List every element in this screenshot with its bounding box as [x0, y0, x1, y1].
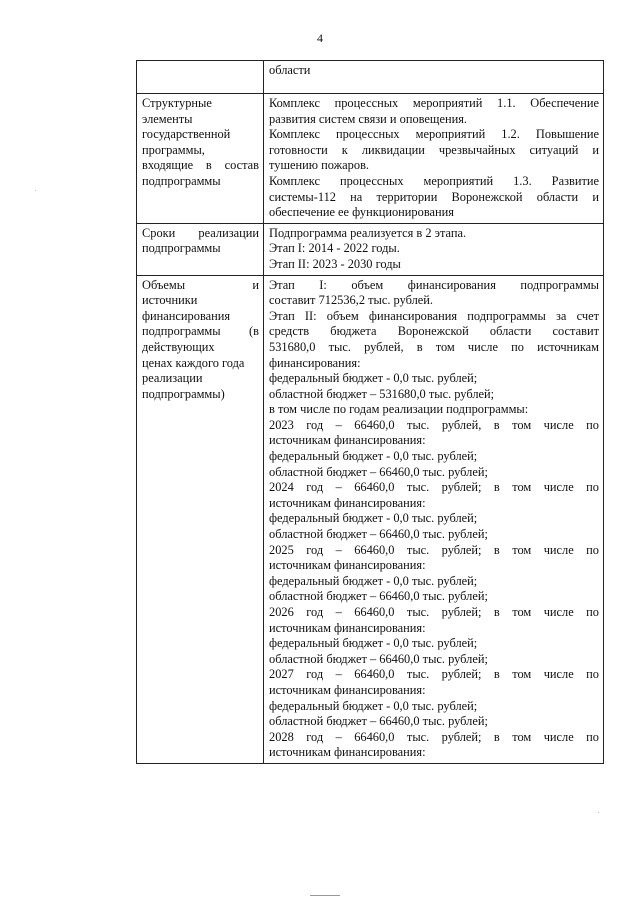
text-line: элементы: [142, 111, 193, 126]
text-line: федеральный бюджет - 0,0 тыс. рублей;: [269, 573, 478, 588]
text-line: Сроки реализации: [142, 225, 259, 240]
text-line: 2028 год – 66460,0 тыс. рублей; в том числе по: [269, 729, 599, 744]
page-number: 4: [317, 31, 323, 45]
text-line: действующих: [142, 339, 215, 354]
text-line: подпрограммы (в: [142, 324, 259, 339]
text-line: источникам финансирования:: [269, 620, 426, 635]
text-line: государственной: [142, 127, 231, 142]
text-line: областной бюджет – 66460,0 тыс. рублей;: [269, 464, 488, 479]
row-value-structural-elements: [264, 94, 604, 224]
text-line: источникам финансирования:: [269, 745, 426, 760]
text-line: Этап I: 2014 - 2022 годы.: [269, 241, 400, 256]
text-line: 2025 год – 66460,0 тыс. рублей; в том числе по: [269, 542, 599, 557]
text-line: готовности к ликвидации чрезвычайных ситуаций и: [269, 142, 599, 157]
text-line: ценах каждого года: [142, 355, 245, 370]
text-line: федеральный бюджет - 0,0 тыс. рублей;: [269, 511, 478, 526]
table-row-financing: [137, 275, 604, 763]
text-line: подпрограммы: [142, 173, 221, 188]
text-line: областной бюджет – 66460,0 тыс. рублей;: [269, 651, 488, 666]
text-line: обеспечение ее функционирования: [269, 205, 454, 220]
row-value-region: области: [264, 61, 604, 94]
text-line: федеральный бюджет - 0,0 тыс. рублей;: [269, 449, 478, 464]
text-line: средств бюджета Воронежской области составит: [269, 324, 599, 339]
row-value-financing: [264, 275, 604, 763]
text-line: Объемы и: [142, 277, 259, 292]
text-line: подпрограммы: [142, 241, 221, 256]
text-line: входящие в состав: [142, 158, 259, 173]
text-line: федеральный бюджет - 0,0 тыс. рублей;: [269, 698, 478, 713]
row-label-structural-elements: [137, 94, 264, 224]
text-line: 531680,0 тыс. рублей, в том числе по источникам: [269, 339, 599, 354]
text-line: тушению пожаров.: [269, 158, 370, 173]
text-line: Комплекс процессных мероприятий 1.3. Развитие: [269, 173, 599, 188]
text-line: в том числе по годам реализации подпрограммы:: [269, 402, 529, 417]
table-row-structural-elements: [137, 94, 604, 224]
text-line: источники: [142, 293, 198, 308]
text-line: Подпрограмма реализуется в 2 этапа.: [269, 225, 467, 240]
text-line: Этап I: объем финансирования подпрограммы: [269, 277, 599, 292]
scan-speck: [35, 190, 36, 191]
text-line: программы,: [142, 142, 205, 157]
text-line: источникам финансирования:: [269, 558, 426, 573]
text-line: областной бюджет – 66460,0 тыс. рублей;: [269, 527, 488, 542]
text-line: федеральный бюджет - 0,0 тыс. рублей;: [269, 636, 478, 651]
row-label-empty: [137, 61, 264, 94]
text-line: 2026 год – 66460,0 тыс. рублей; в том числе по: [269, 605, 599, 619]
text-line: финансирования:: [269, 355, 361, 370]
text-line: развития систем связи и оповещения.: [269, 111, 468, 126]
row-value-implementation-terms: [264, 223, 604, 275]
text-line: областной бюджет – 66460,0 тыс. рублей;: [269, 714, 488, 729]
table-row-implementation-terms: [137, 223, 604, 275]
text-line: источникам финансирования:: [269, 495, 426, 510]
text-line: Этап II: 2023 - 2030 годы: [269, 256, 401, 271]
row-label-financing: [137, 275, 264, 763]
text-line: 2023 год – 66460,0 тыс. рублей, в том числе по: [269, 417, 599, 432]
text-line: областной бюджет – 531680,0 тыс. рублей;: [269, 386, 495, 401]
scan-edge-line: [310, 895, 340, 896]
text-line: финансирования: [142, 308, 231, 323]
scan-speck: [598, 812, 599, 813]
text-line: областной бюджет – 66460,0 тыс. рублей;: [269, 589, 488, 604]
text-line: источникам финансирования:: [269, 682, 426, 697]
text-line: Структурные: [142, 96, 212, 110]
subprogram-passport-table: [136, 60, 604, 764]
text-line: источникам финансирования:: [269, 433, 426, 448]
text-line: системы-112 на территории Воронежской области и: [269, 189, 599, 204]
text-line: федеральный бюджет - 0,0 тыс. рублей;: [269, 371, 478, 386]
row-label-implementation-terms: [137, 223, 264, 275]
text-line: подпрограммы): [142, 386, 225, 401]
text-line: 2027 год – 66460,0 тыс. рублей; в том числе по: [269, 667, 599, 682]
text-line: 2024 год – 66460,0 тыс. рублей; в том числе по: [269, 480, 599, 495]
text-line: Комплекс процессных мероприятий 1.1. Обеспечение: [269, 96, 599, 110]
text-line: Этап II: объем финансирования подпрограммы за счет: [269, 308, 599, 323]
text-line: составит 712536,2 тыс. рублей.: [269, 293, 434, 308]
text-line: Комплекс процессных мероприятий 1.2. Повышение: [269, 127, 599, 142]
text-line: реализации: [142, 371, 203, 386]
table-row-region-continuation: [137, 61, 604, 94]
